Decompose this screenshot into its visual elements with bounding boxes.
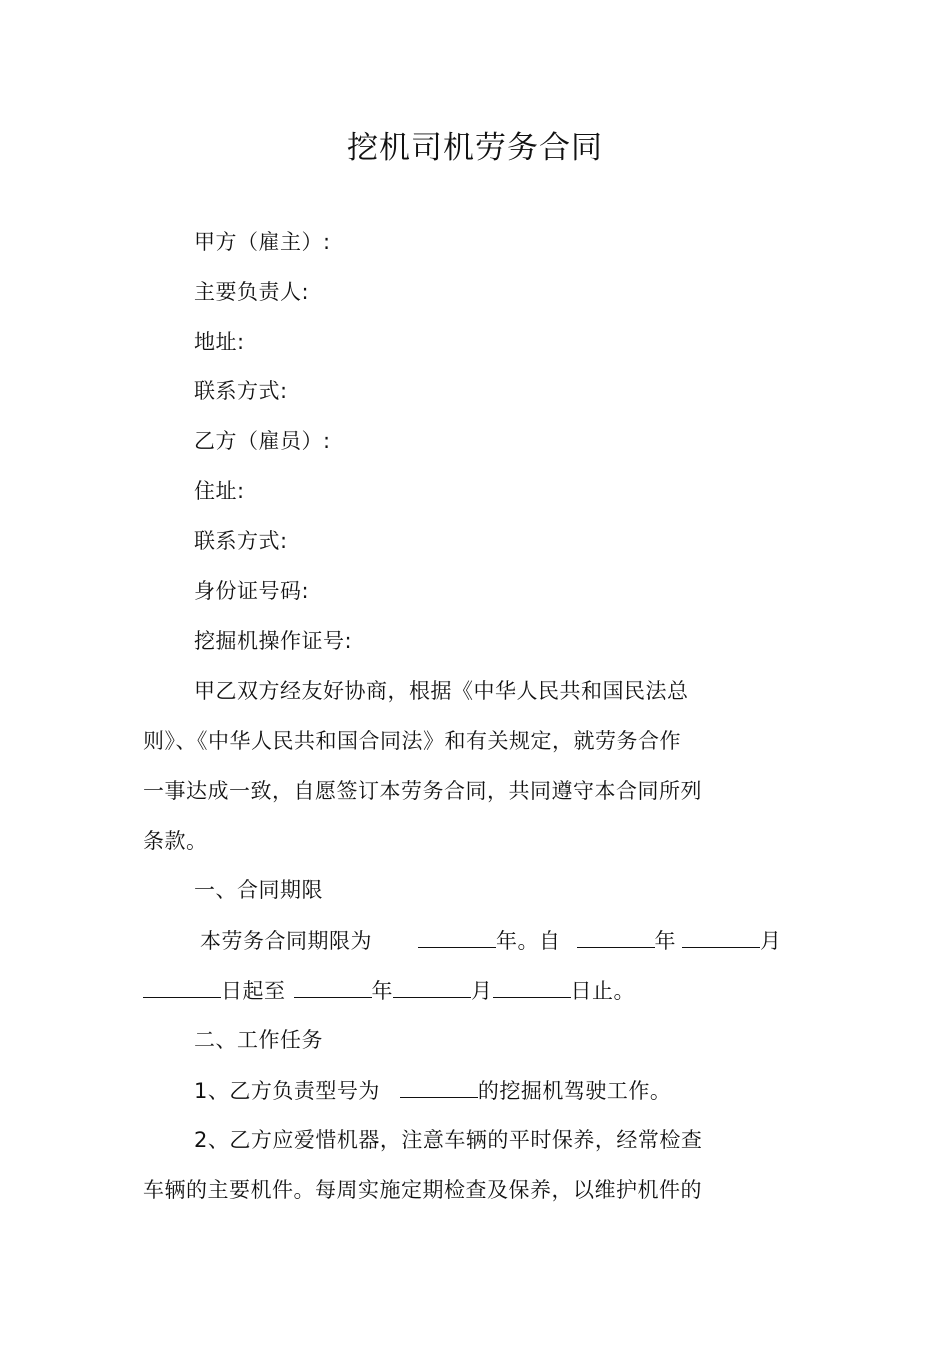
term-text-e: 日起至 xyxy=(221,979,286,1003)
term-line-2 xyxy=(143,975,635,1006)
term-text-f: 年 xyxy=(371,979,393,1003)
start-day-blank[interactable] xyxy=(143,975,221,998)
start-year-blank[interactable] xyxy=(577,925,655,948)
field-contact-b: 联系方式: xyxy=(194,529,288,553)
model-number-blank[interactable] xyxy=(400,1075,478,1098)
document-title: 挖机司机劳务合同 xyxy=(347,130,603,166)
intro-line-2: 则》、《中华人民共和国合同法》和有关规定，就劳务合作 xyxy=(143,729,681,753)
field-party-b: 乙方（雇员）: xyxy=(194,429,331,453)
field-party-a: 甲方（雇主）: xyxy=(194,230,331,254)
section2-heading: 二、工作任务 xyxy=(194,1028,323,1052)
intro-line-4: 条款。 xyxy=(143,829,208,853)
task-item-2-line-1: 2、乙方应爱惜机器，注意车辆的平时保养，经常检查 xyxy=(194,1128,703,1152)
term-line-1 xyxy=(200,925,782,956)
intro-line-3: 一事达成一致，自愿签订本劳务合同，共同遵守本合同所列 xyxy=(143,779,702,803)
term-text-a: 本劳务合同期限为 xyxy=(200,929,372,953)
field-principal: 主要负责人: xyxy=(194,280,310,304)
field-id-number: 身份证号码: xyxy=(194,579,310,603)
task-item-1-text-b: 的挖掘机驾驶工作。 xyxy=(477,1079,672,1103)
field-contact-a: 联系方式: xyxy=(194,379,288,403)
field-operator-license: 挖掘机操作证号: xyxy=(194,629,353,653)
end-day-blank[interactable] xyxy=(493,975,571,998)
term-text-d: 月 xyxy=(760,929,782,953)
section1-heading: 一、合同期限 xyxy=(194,878,323,902)
field-address: 地址: xyxy=(194,330,245,354)
end-month-blank[interactable] xyxy=(393,975,471,998)
intro-line-1: 甲乙双方经友好协商，根据《中华人民共和国民法总 xyxy=(194,679,689,703)
term-text-c: 年 xyxy=(654,929,676,953)
start-month-blank[interactable] xyxy=(682,925,760,948)
field-residence: 住址: xyxy=(194,479,245,503)
term-years-blank[interactable] xyxy=(418,925,496,948)
task-item-1-text-a: 1、乙方负责型号为 xyxy=(194,1079,380,1103)
task-item-2-line-2: 车辆的主要机件。每周实施定期检查及保养，以维护机件的 xyxy=(143,1178,702,1202)
term-text-b: 年。自 xyxy=(496,929,561,953)
term-text-g: 月 xyxy=(471,979,493,1003)
task-item-1 xyxy=(194,1075,671,1106)
end-year-blank[interactable] xyxy=(294,975,372,998)
term-text-h: 日止。 xyxy=(570,979,635,1003)
